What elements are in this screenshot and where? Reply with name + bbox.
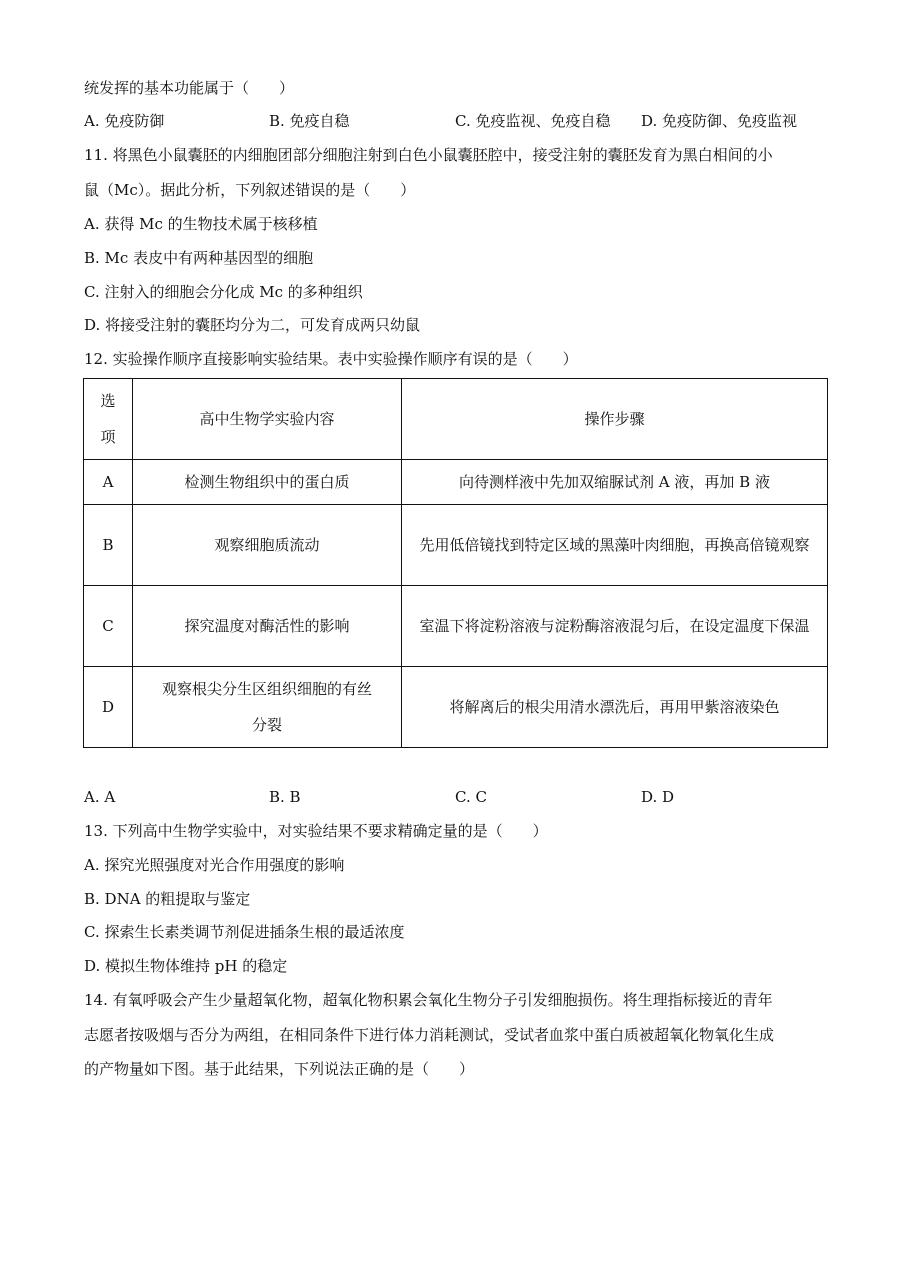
row-content: 观察根尖分生区组织细胞的有丝分裂 bbox=[133, 667, 402, 748]
q11-stem-line2: 鼠（Mc）。据此分析，下列叙述错误的是（ ） bbox=[84, 181, 416, 199]
q12-option-d: D. D bbox=[641, 788, 675, 806]
q10-option-d: D. 免疫防御、免疫监视 bbox=[641, 112, 798, 130]
row-option: A bbox=[84, 460, 133, 505]
q12-table bbox=[83, 378, 828, 748]
q12-option-c: C. C bbox=[455, 788, 487, 806]
q14-stem-line2: 志愿者按吸烟与否分为两组，在相同条件下进行体力消耗测试，受试者血浆中蛋白质被超氧化物氧化生成 bbox=[84, 1026, 775, 1044]
row-content: 观察细胞质流动 bbox=[133, 505, 402, 586]
q14-stem-line3: 的产物量如下图。基于此结果，下列说法正确的是（ ） bbox=[84, 1060, 475, 1078]
header-content: 高中生物学实验内容 bbox=[133, 379, 402, 460]
q11-option-d: D. 将接受注射的囊胚均分为二，可发育成两只幼鼠 bbox=[84, 316, 421, 334]
q13-option-b: B. DNA 的粗提取与鉴定 bbox=[84, 890, 251, 908]
q11-option-c: C. 注射入的细胞会分化成 Mc 的多种组织 bbox=[84, 283, 363, 301]
row-steps: 将解离后的根尖用清水漂洗后，再用甲紫溶液染色 bbox=[402, 667, 828, 748]
row-option: D bbox=[84, 667, 133, 748]
row-content: 探究温度对酶活性的影响 bbox=[133, 586, 402, 667]
q14-stem-line1: 14. 有氧呼吸会产生少量超氧化物，超氧化物积累会氧化生物分子引发细胞损伤。将生理指标接近的青年 bbox=[84, 991, 773, 1009]
row-content: 检测生物组织中的蛋白质 bbox=[133, 460, 402, 505]
table-header-row bbox=[84, 379, 828, 460]
q10-option-a: A. 免疫防御 bbox=[84, 112, 165, 130]
q12-option-b: B. B bbox=[269, 788, 301, 806]
q10-option-c: C. 免疫监视、免疫自稳 bbox=[455, 112, 611, 130]
row-steps: 先用低倍镜找到特定区域的黑藻叶肉细胞，再换高倍镜观察 bbox=[402, 505, 828, 586]
q11-option-a: A. 获得 Mc 的生物技术属于核移植 bbox=[84, 215, 318, 233]
header-steps: 操作步骤 bbox=[402, 379, 828, 460]
table-row bbox=[84, 460, 828, 505]
row-option: C bbox=[84, 586, 133, 667]
q11-option-b: B. Mc 表皮中有两种基因型的细胞 bbox=[84, 249, 314, 267]
q10-option-b: B. 免疫自稳 bbox=[269, 112, 350, 130]
q13-option-d: D. 模拟生物体维持 pH 的稳定 bbox=[84, 957, 288, 975]
row-option: B bbox=[84, 505, 133, 586]
table-row bbox=[84, 505, 828, 586]
table-row bbox=[84, 586, 828, 667]
row-steps: 向待测样液中先加双缩脲试剂 A 液，再加 B 液 bbox=[402, 460, 828, 505]
row-steps: 室温下将淀粉溶液与淀粉酶溶液混匀后，在设定温度下保温 bbox=[402, 586, 828, 667]
q13-option-c: C. 探索生长素类调节剂促进插条生根的最适浓度 bbox=[84, 923, 405, 941]
header-option: 选项 bbox=[84, 379, 133, 460]
table-row bbox=[84, 667, 828, 748]
q11-stem-line1: 11. 将黑色小鼠囊胚的内细胞团部分细胞注射到白色小鼠囊胚腔中，接受注射的囊胚发育为黑白相间的小 bbox=[84, 146, 773, 164]
q13-option-a: A. 探究光照强度对光合作用强度的影响 bbox=[84, 856, 345, 874]
q10-stem-tail: 统发挥的基本功能属于（ ） bbox=[84, 79, 295, 97]
q12-option-a: A. A bbox=[84, 788, 116, 806]
q13-stem: 13. 下列高中生物学实验中，对实验结果不要求精确定量的是（ ） bbox=[84, 822, 548, 840]
q12-stem: 12. 实验操作顺序直接影响实验结果。表中实验操作顺序有误的是（ ） bbox=[84, 350, 578, 368]
